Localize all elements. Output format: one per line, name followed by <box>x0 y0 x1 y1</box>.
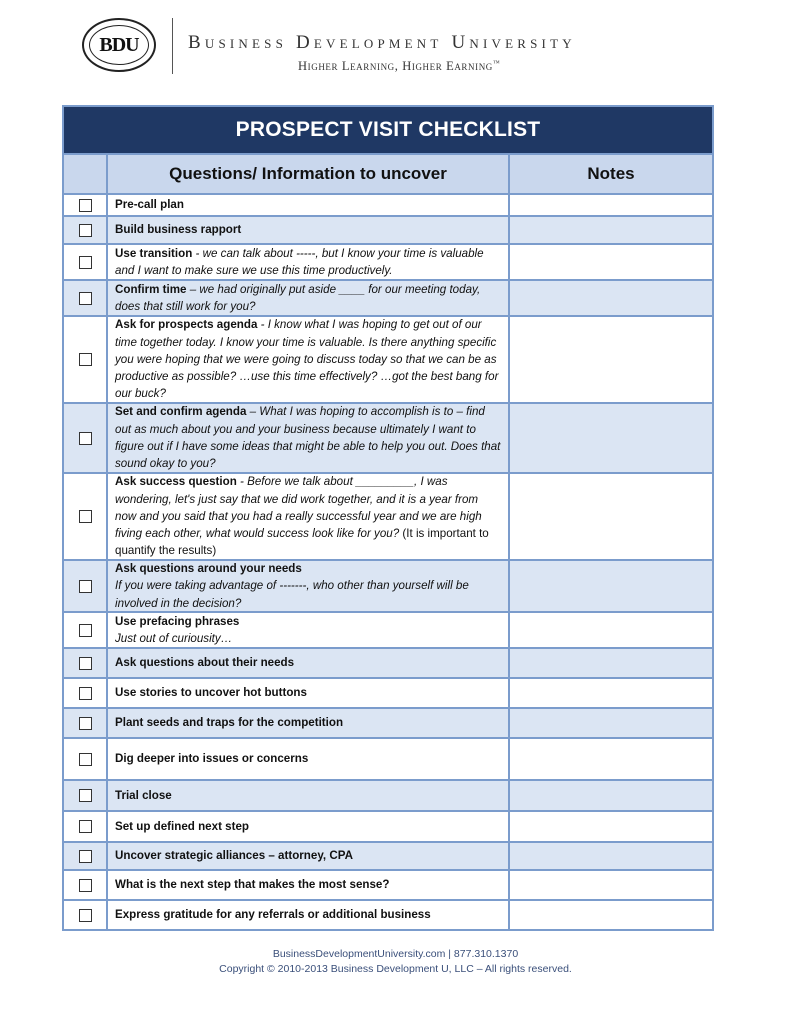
checkbox[interactable] <box>79 199 92 212</box>
checkbox-cell <box>64 404 108 472</box>
checkbox[interactable] <box>79 717 92 730</box>
notes-cell[interactable] <box>510 404 712 472</box>
item-detail: If you were taking advantage of -------, who other than yourself will be involved in the decision? <box>115 579 469 610</box>
checklist-title-bar <box>64 107 712 155</box>
question-cell <box>108 404 510 472</box>
checkbox[interactable] <box>79 224 92 237</box>
notes-cell[interactable] <box>510 739 712 779</box>
item-label: Uncover strategic alliances – attorney, CPA <box>115 849 353 863</box>
question-cell <box>108 217 510 243</box>
checkbox-cell <box>64 245 108 279</box>
checkbox-cell <box>64 812 108 841</box>
notes-cell[interactable] <box>510 812 712 841</box>
checkbox[interactable] <box>79 879 92 892</box>
checkbox[interactable] <box>79 909 92 922</box>
item-detail: Just out of curiousity… <box>115 632 233 645</box>
question-cell <box>108 679 510 707</box>
question-cell <box>108 901 510 929</box>
item-label: Plant seeds and traps for the competition <box>115 716 344 730</box>
question-cell <box>108 281 510 315</box>
item-label: Set and confirm agenda <box>115 405 247 419</box>
checkbox[interactable] <box>79 624 92 637</box>
checkbox-cell <box>64 901 108 929</box>
header-notes: Notes <box>587 164 635 183</box>
checkbox[interactable] <box>79 687 92 700</box>
item-label: Ask for prospects agenda <box>115 318 258 332</box>
item-label: Build business rapport <box>115 223 242 237</box>
tagline-text: Higher Learning, Higher Earning <box>298 59 493 73</box>
item-label: Set up defined next step <box>115 819 249 833</box>
checkbox[interactable] <box>79 432 92 445</box>
table-row <box>64 613 712 649</box>
question-cell <box>108 709 510 737</box>
table-row <box>64 317 712 404</box>
item-label: Ask success question <box>115 475 237 489</box>
header-checkbox-cell <box>64 155 108 193</box>
item-detail: – What I was hoping to accomplish is to – find out as much about you and your business because ultimately I want to figure out if I have some ideas that might be able to help you out. Does that sound okay to you? <box>115 405 501 471</box>
checkbox-cell <box>64 561 108 611</box>
table-row <box>64 679 712 709</box>
table-row <box>64 404 712 474</box>
checkbox[interactable] <box>79 292 92 305</box>
table-row <box>64 195 712 217</box>
checkbox-cell <box>64 217 108 243</box>
table-row <box>64 871 712 901</box>
checkbox-cell <box>64 474 108 559</box>
item-label: Use prefacing phrases <box>115 614 240 628</box>
checkbox-cell <box>64 281 108 315</box>
checkbox[interactable] <box>79 789 92 802</box>
notes-cell[interactable] <box>510 195 712 215</box>
logo-text: BDU <box>99 33 139 56</box>
trademark-mark: ™ <box>492 59 501 67</box>
table-row <box>64 843 712 871</box>
table-row <box>64 474 712 561</box>
item-label: Express gratitude for any referrals or additional business <box>115 908 431 922</box>
table-row <box>64 561 712 613</box>
notes-cell[interactable] <box>510 843 712 869</box>
question-cell <box>108 812 510 841</box>
table-row <box>64 812 712 843</box>
checkbox-cell <box>64 679 108 707</box>
question-cell <box>108 613 510 647</box>
checkbox[interactable] <box>79 510 92 523</box>
item-label: Trial close <box>115 788 172 802</box>
table-row <box>64 781 712 812</box>
checkbox-cell <box>64 195 108 215</box>
logo-inner-ring <box>89 25 149 65</box>
notes-cell[interactable] <box>510 474 712 559</box>
header-divider <box>172 18 173 74</box>
question-cell <box>108 245 510 279</box>
notes-cell[interactable] <box>510 217 712 243</box>
table-row <box>64 709 712 739</box>
notes-cell[interactable] <box>510 561 712 611</box>
notes-cell[interactable] <box>510 245 712 279</box>
item-detail: – we had originally put aside ____ for our meeting today, does that still work for you? <box>115 282 481 313</box>
table-row <box>64 281 712 317</box>
notes-cell[interactable] <box>510 649 712 677</box>
question-cell <box>108 739 510 779</box>
notes-cell[interactable] <box>510 709 712 737</box>
checklist-table <box>62 105 714 931</box>
item-detail: - I know what I was hoping to get out of our time together today. I know your time is valuable. Is there anything specific you were hoping that we were going to discuss today so that we can be as productive as possible? …use this time effectively? …got the best bang for our buck? <box>115 318 499 401</box>
checkbox[interactable] <box>79 850 92 863</box>
footer-copyright: Copyright © 2010-2013 Business Development U, LLC – All rights reserved. <box>219 963 572 975</box>
item-label: Ask questions about their needs <box>115 656 295 670</box>
brand-name-text: Business Development University <box>188 32 576 53</box>
checkbox-cell <box>64 871 108 899</box>
notes-cell[interactable] <box>510 317 712 402</box>
item-label: What is the next step that makes the most sense? <box>115 878 390 892</box>
question-cell <box>108 561 510 611</box>
question-cell <box>108 871 510 899</box>
notes-cell[interactable] <box>510 871 712 899</box>
item-detail: - Before we talk about _________, I was wondering, let's just say that we did work together, and it is a year from now and you said that you had a really successful year and we are high fiving each other, what would success look like for you? <box>115 475 482 541</box>
brand-name <box>188 32 576 54</box>
notes-cell[interactable] <box>510 781 712 810</box>
checkbox[interactable] <box>79 353 92 366</box>
notes-cell[interactable] <box>510 281 712 315</box>
footer-contact: BusinessDevelopmentUniversity.com | 877.310.1370 <box>272 948 519 960</box>
table-row <box>64 901 712 929</box>
checkbox[interactable] <box>79 580 92 593</box>
item-label: Dig deeper into issues or concerns <box>115 752 309 766</box>
checkbox-cell <box>64 781 108 810</box>
item-label: Confirm time <box>115 282 187 296</box>
question-cell <box>108 781 510 810</box>
checkbox[interactable] <box>79 256 92 269</box>
table-row <box>64 245 712 281</box>
notes-cell[interactable] <box>510 613 712 647</box>
question-cell <box>108 317 510 402</box>
checkbox[interactable] <box>79 657 92 670</box>
item-label: Ask questions around your needs <box>115 562 302 576</box>
checkbox[interactable] <box>79 753 92 766</box>
question-cell <box>108 474 510 559</box>
checkbox-cell <box>64 739 108 779</box>
table-row <box>64 649 712 679</box>
item-label: Pre-call plan <box>115 198 184 212</box>
item-label: Use transition <box>115 246 193 260</box>
checkbox-cell <box>64 649 108 677</box>
question-cell <box>108 195 510 215</box>
notes-cell[interactable] <box>510 679 712 707</box>
bdu-logo <box>82 18 160 74</box>
item-label: Use stories to uncover hot buttons <box>115 686 307 700</box>
table-header-row <box>64 155 712 195</box>
header-questions: Questions/ Information to uncover <box>108 155 510 193</box>
checkbox-cell <box>64 843 108 869</box>
item-detail-note: (It is important to quantify the results) <box>115 527 489 558</box>
checkbox-cell <box>64 317 108 402</box>
brand-tagline <box>298 59 500 74</box>
checklist-title: PROSPECT VISIT CHECKLIST <box>235 118 541 141</box>
checkbox-cell <box>64 613 108 647</box>
checkbox-cell <box>64 709 108 737</box>
checkbox[interactable] <box>79 820 92 833</box>
question-cell <box>108 649 510 677</box>
table-row <box>64 739 712 781</box>
table-row <box>64 217 712 245</box>
notes-cell[interactable] <box>510 901 712 929</box>
item-detail: - we can talk about -----, but I know your time is valuable and I want to make sure we use this time productively. <box>115 246 484 277</box>
question-cell <box>108 843 510 869</box>
